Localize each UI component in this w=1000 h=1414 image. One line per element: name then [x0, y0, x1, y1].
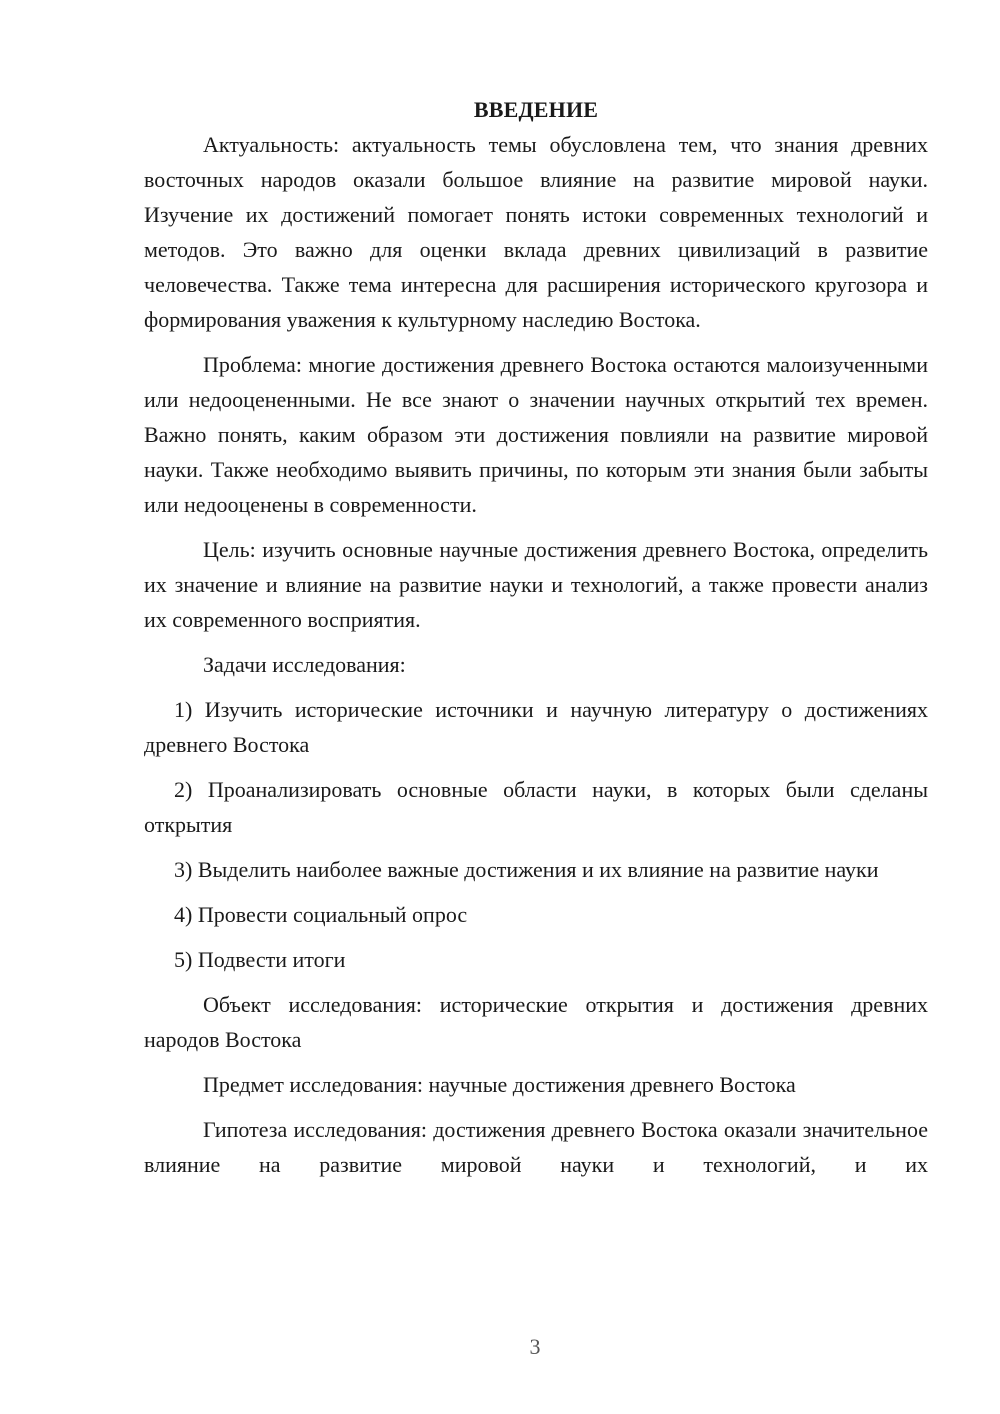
task-item-3: 3) Выделить наиболее важные достижения и их влияние на развитие науки	[174, 857, 879, 882]
task-item-4: 4) Провести социальный опрос	[174, 902, 468, 927]
document-page	[144, 92, 928, 1192]
hypothesis-paragraph: Гипотеза исследования: достижения древнего Востока оказали значительное влияние на развитие мировой науки и технологий, и их	[144, 1117, 928, 1177]
task-item-5: 5) Подвести итоги	[174, 947, 346, 972]
tasks-heading: Задачи исследования:	[203, 652, 406, 677]
problem-paragraph: Проблема: многие достижения древнего Востока остаются малоизученными или недооцененными. Не все знают о значении научных открытий тех времен. Важно понять, каким образом эти достижения повлияли на развитие мировой науки. Также необходимо выявить причины, по которым эти знания были забыты или недооценены в современности.	[144, 352, 928, 517]
relevance-paragraph: Актуальность: актуальность темы обусловлена тем, что знания древних восточных народов оказали большое влияние на развитие мировой науки. Изучение их достижений помогает понять истоки современных технологий и методов. Это важно для оценки вклада древних цивилизаций в развитие человечества. Также тема интересна для расширения исторического кругозора и формирования уважения к культурному наследию Востока.	[144, 132, 928, 332]
goal-paragraph: Цель: изучить основные научные достижения древнего Востока, определить их значение и влияние на развитие науки и технологий, а также провести анализ их современного восприятия.	[144, 537, 928, 632]
task-item-1: 1) Изучить исторические источники и научную литературу о достижениях древнего Востока	[144, 697, 928, 757]
section-title: ВВЕДЕНИЕ	[473, 97, 599, 122]
subject-paragraph: Предмет исследования: научные достижения древнего Востока	[203, 1072, 796, 1097]
page-number: 3	[529, 1334, 541, 1359]
object-paragraph: Объект исследования: исторические открытия и достижения древних народов Востока	[144, 992, 928, 1052]
task-item-2: 2) Проанализировать основные области науки, в которых были сделаны открытия	[144, 777, 928, 837]
